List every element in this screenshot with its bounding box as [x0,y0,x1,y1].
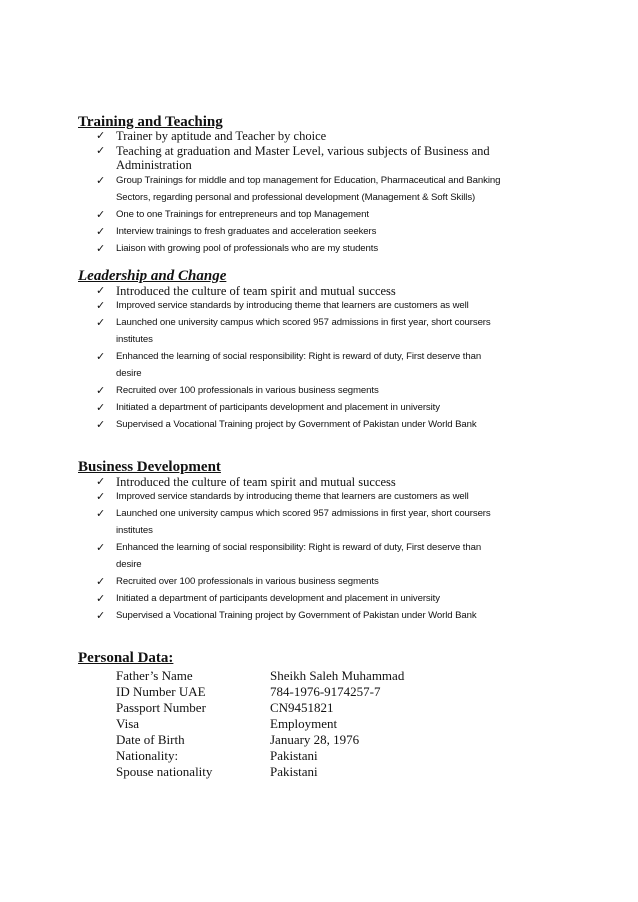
check-icon: ✓ [96,490,106,503]
field-label: Visa [116,716,140,731]
check-icon: ✓ [96,575,106,588]
field-label: ID Number UAE [116,684,206,699]
resume-page: Training and Teaching ✓ Trainer by aptitude and Teacher by choice ✓ Teaching at graduation and Master Level, various subjects of Business and Administration ✓ Group Trainings for middle and top management for Education, Pharmaceutical and Banking Sectors, regarding personal and professional development (Management & Soft Skills) ✓ One to one Trainings for entrepreneurs and top Management ✓ Interview trainings to fresh graduates and acceleration seekers ✓ Liaison with growing pool of professionals who are my students Leadership and Change ✓ Introduced the culture of team spirit and mutual success ✓ Improved service standards by introducing theme that learners are customers as well ✓ Launched one university campus which scored 957 admissions in first year, short coursers institutes ✓ Enhanced the learning of social responsibility: Right is reward of duty, First deserve than desire ✓ Recruited over 100 professionals in various business segments ✓ Initiated a department of participants development and placement in university ✓ Supervised a Vocational Training project by Government of Pakistan under World Bank Business Development ✓ Introduced the culture of team spirit and mutual success ✓ Improved service standards by introducing theme that learners are customers as well ✓ Launched one university campus which scored 957 admissions in first year, short coursers institutes ✓ Enhanced the learning of social responsibility: Right is reward of duty, First deserve than desire ✓ Recruited over 100 professionals in various business segments ✓ Initiated a department of participants development and placement in university ✓ Supervised a Vocational Training project by Government of Pakistan under World Bank Personal Data: Father’s Name Sheikh Saleh Muhammad ID Number UAE 784-1976-9174257-7 Passport Number CN9451821 Visa Employment Date of Birth January 28, 1976 Nationality: Pakistani Spouse nationality Pakistani [78,114,501,779]
check-icon: ✓ [96,208,106,221]
check-icon: ✓ [96,418,106,431]
section-heading-leadership: Leadership and Change [78,268,227,284]
field-value: 784-1976-9174257-7 [270,684,381,699]
check-icon: ✓ [96,350,106,363]
check-icon: ✓ [96,507,106,520]
check-icon: ✓ [96,299,106,312]
field-value: Pakistani [270,764,318,779]
check-icon: ✓ [96,144,106,157]
check-icon: ✓ [96,592,106,605]
check-icon: ✓ [96,401,106,414]
section-heading-business: Business Development [78,459,221,475]
field-label: Nationality: [116,748,179,763]
field-label: Father’s Name [116,668,193,683]
check-icon: ✓ [96,225,106,238]
field-value: Sheikh Saleh Muhammad [270,668,405,683]
field-value: Pakistani [270,748,318,763]
check-icon: ✓ [96,242,106,255]
check-icon: ✓ [96,475,106,488]
field-value: January 28, 1976 [270,732,360,747]
check-icon: ✓ [96,284,106,297]
field-label: Passport Number [116,700,206,715]
field-label: Date of Birth [116,732,185,747]
field-value: Employment [270,716,338,731]
field-value: CN9451821 [270,700,334,715]
section-heading-personal-data: Personal Data: [78,650,174,666]
check-icon: ✓ [96,541,106,554]
check-icon: ✓ [96,384,106,397]
check-icon: ✓ [96,174,106,187]
check-icon: ✓ [96,609,106,622]
field-label: Spouse nationality [116,764,213,779]
section-heading-training: Training and Teaching [78,114,223,130]
check-icon: ✓ [96,129,106,142]
check-icon: ✓ [96,316,106,329]
